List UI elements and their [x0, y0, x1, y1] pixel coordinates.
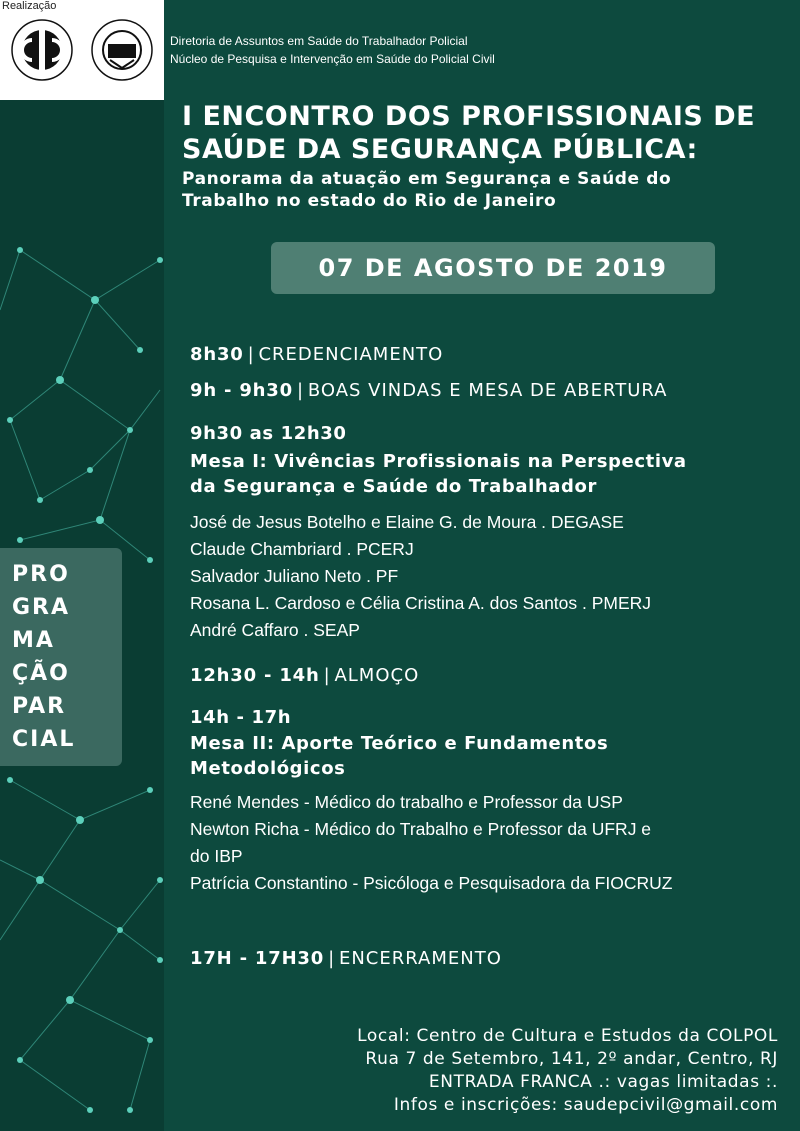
- schedule-label: ALMOÇO: [334, 665, 420, 686]
- schedule-almoco: [190, 665, 419, 686]
- schedule-label: BOAS VINDAS E MESA DE ABERTURA: [307, 380, 668, 401]
- mesa1-speaker: Salvador Juliano Neto . PF: [190, 566, 399, 586]
- colpol-logo-icon: [10, 18, 74, 82]
- mesa2-speaker: René Mendes - Médico do trabalho e Professor da USP: [190, 792, 623, 812]
- mesa1-title-line-2: da Segurança e Saúde do Trabalhador: [190, 476, 597, 497]
- schedule-credenciamento: [190, 344, 443, 365]
- mesa2-speaker: Newton Richa - Médico do Trabalho e Professor da UFRJ e: [190, 819, 652, 839]
- footer-infos: Infos e inscrições: saudepcivil@gmail.com: [393, 1095, 778, 1115]
- separator: |: [323, 665, 331, 686]
- footer-endereco: Rua 7 de Setembro, 141, 2º andar, Centro, RJ: [365, 1049, 778, 1069]
- schedule-encerramento: [190, 948, 502, 969]
- separator: |: [328, 948, 335, 969]
- programacao-badge: [0, 548, 122, 766]
- mesa2-title-line-1: Mesa II: Aporte Teórico e Fundamentos: [190, 733, 609, 754]
- separator: |: [296, 380, 304, 401]
- event-subtitle: [182, 168, 782, 212]
- title-line-2: SAÚDE DA SEGURANÇA PÚBLICA:: [182, 134, 698, 165]
- footer-entrada: ENTRADA FRANCA .: vagas limitadas :.: [428, 1072, 778, 1092]
- mesa1-speaker: Rosana L. Cardoso e Célia Cristina A. dos Santos . PMERJ: [190, 593, 652, 613]
- mesa2-speaker: Patrícia Constantino - Psicóloga e Pesquisadora da FIOCRUZ: [190, 873, 673, 893]
- schedule-time: 8h30: [190, 344, 244, 365]
- separator: |: [247, 344, 255, 365]
- schedule-time: 12h30 - 14h: [190, 665, 320, 686]
- mesa1-speaker: Claude Chambriard . PCERJ: [190, 539, 414, 559]
- subtitle-line-2: Trabalho no estado do Rio de Janeiro: [182, 191, 557, 211]
- footer-local: Local: Centro de Cultura e Estudos da COLPOL: [357, 1026, 778, 1046]
- programacao-line: MA: [12, 628, 55, 653]
- schedule-label: ENCERRAMENTO: [338, 948, 502, 969]
- sindicato-logo-icon: [90, 18, 154, 82]
- programacao-line: PAR: [12, 694, 67, 719]
- mesa1-speaker: José de Jesus Botelho e Elaine G. de Moura . DEGASE: [190, 512, 624, 532]
- programacao-line: ÇÃO: [12, 661, 70, 686]
- schedule-abertura: [190, 380, 668, 401]
- mesa2-time: 14h - 17h: [190, 707, 292, 728]
- programacao-line: CIAL: [12, 727, 76, 752]
- org-line-1: Diretoria de Assuntos em Saúde do Trabalhador Policial: [170, 34, 468, 48]
- programacao-line: GRA: [12, 595, 71, 620]
- mesa1-title-line-1: Mesa I: Vivências Profissionais na Perspectiva: [190, 451, 687, 472]
- mesa2-title-line-2: Metodológicos: [190, 758, 346, 779]
- realizacao-label: Realização: [2, 0, 57, 12]
- schedule-time: 17H - 17H30: [190, 948, 325, 969]
- event-title: [182, 100, 782, 166]
- schedule-time: 9h - 9h30: [190, 380, 293, 401]
- org-line-2: Núcleo de Pesquisa e Intervenção em Saúde do Policial Civil: [170, 52, 495, 66]
- mesa1-speaker: André Caffaro . SEAP: [190, 620, 360, 640]
- programacao-line: PRO: [12, 562, 70, 587]
- schedule-label: CREDENCIAMENTO: [258, 344, 444, 365]
- title-line-1: I ENCONTRO DOS PROFISSIONAIS DE: [182, 101, 756, 132]
- subtitle-line-1: Panorama da atuação em Segurança e Saúde do: [182, 169, 672, 189]
- event-date: 07 DE AGOSTO DE 2019: [271, 242, 715, 294]
- mesa2-speaker: do IBP: [190, 846, 243, 866]
- mesa1-time: 9h30 as 12h30: [190, 423, 347, 444]
